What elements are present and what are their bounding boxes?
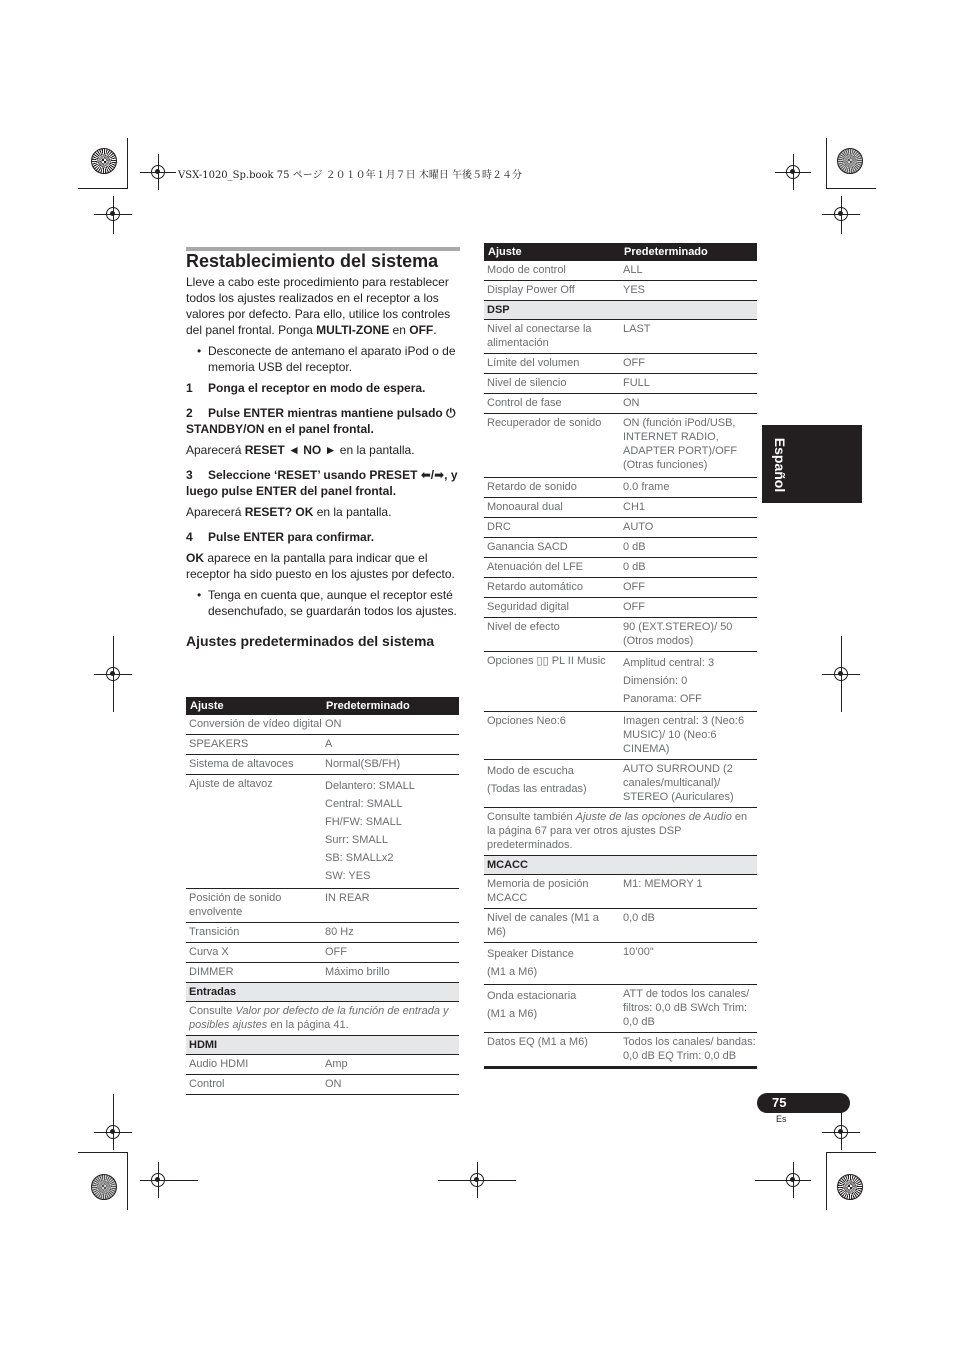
crosshair-circle — [786, 165, 800, 179]
table-row — [484, 598, 757, 618]
cell-setting: Retardo de sonido — [487, 481, 577, 493]
cell-setting: DIMMER — [189, 966, 234, 978]
table-row — [484, 354, 757, 374]
crosshair-line — [113, 1094, 114, 1150]
intro-paragraph — [186, 274, 462, 338]
cell-default: 90 (EXT.STEREO)/ 50 (Otros modos) — [623, 621, 733, 647]
table-row — [484, 1033, 757, 1066]
value-line: Central: SMALL — [325, 798, 403, 810]
cell-default: Todos los canales/ bandas: 0,0 dB EQ Trim: 0,0 dB — [623, 1036, 756, 1062]
value-line: Delantero: SMALL — [325, 780, 415, 792]
cell-setting: Monoaural dual — [487, 501, 563, 513]
result-text: Aparecerá — [186, 505, 245, 519]
result-bold: RESET ◄ NO ► — [244, 443, 337, 457]
cell-setting: Control de fase — [487, 397, 562, 409]
table-row — [186, 1055, 459, 1075]
table-row — [484, 712, 757, 760]
note-text: Consulte — [189, 1005, 236, 1017]
cell-default: ON — [325, 718, 342, 730]
intro-text: Lleve a cabo este procedimiento para restablecer todos los ajustes realizados en el receptor a los valores por defecto. Para ello, utilice los controles del panel frontal. Ponga — [186, 275, 451, 337]
cell-default: 0 dB — [623, 561, 646, 573]
value-line: SB: SMALLx2 — [325, 852, 394, 864]
result-bold: OK — [186, 551, 204, 565]
step-text: Seleccione ‘RESET’ usando PRESET ⬅/➡, y luego pulse ENTER del panel frontal. — [186, 468, 458, 498]
table-row — [484, 943, 757, 985]
cell-setting: Atenuación del LFE — [487, 561, 584, 573]
cell-setting — [484, 762, 620, 804]
table-end-rule — [484, 1066, 757, 1069]
value-line: Surr: SMALL — [325, 834, 388, 846]
table-row — [484, 985, 757, 1033]
step-4 — [186, 529, 462, 545]
crosshair-line — [755, 1180, 811, 1181]
table-row — [484, 498, 757, 518]
step-text: Pulse ENTER para confirmar. — [208, 530, 375, 544]
value-line: SW: YES — [325, 870, 371, 882]
cell-default: ON (función iPod/USB, INTERNET RADIO, ADAPTER PORT)/OFF (Otras funciones) — [623, 417, 738, 471]
cell-setting: Conversión de vídeo digital — [189, 718, 322, 730]
cell-default: 10’00" — [623, 946, 654, 958]
cell-setting — [484, 945, 620, 981]
cell-default: LAST — [623, 323, 651, 335]
color-rosette-bottom-left — [91, 1174, 117, 1200]
cell-setting: Nivel de silencio — [487, 377, 567, 389]
table-row — [186, 1075, 459, 1095]
cell-default: OFF — [623, 581, 645, 593]
trim-mark — [826, 1152, 876, 1153]
cell-default: IN REAR — [325, 892, 370, 904]
crosshair-circle — [470, 1173, 484, 1187]
cell-default: OFF — [325, 946, 347, 958]
crosshair-circle — [834, 667, 848, 681]
step-text: Pulse ENTER mientras mantiene pulsado ⏻ STANDBY/ON en el panel frontal. — [186, 406, 456, 436]
setting-line: (M1 a M6) — [487, 1008, 538, 1020]
trim-mark — [826, 188, 876, 189]
result-text: Aparecerá — [186, 443, 245, 457]
color-rosette-bottom-right — [837, 1174, 863, 1200]
column-header-setting: Ajuste — [488, 246, 522, 258]
cell-default: CH1 — [623, 501, 646, 513]
intro-text: . — [433, 323, 437, 337]
table-row — [484, 538, 757, 558]
value-line: Amplitud central: 3 — [623, 657, 715, 669]
crosshair-line — [140, 1180, 198, 1181]
page-language-code: Es — [776, 1114, 787, 1124]
cell-setting: Ajuste de altavoz — [189, 778, 273, 790]
result-bold: RESET? OK — [244, 505, 314, 519]
table-row — [186, 715, 459, 735]
table-section-mcacc: MCACC — [484, 856, 757, 875]
table-section-entradas: Entradas — [186, 983, 459, 1002]
cell-default: A — [325, 738, 333, 750]
table-row — [484, 394, 757, 414]
column-header-default: Predeterminado — [326, 700, 410, 712]
step-3-result — [186, 504, 462, 520]
cell-setting: Recuperador de sonido — [487, 417, 602, 429]
result-text: en la pantalla. — [336, 443, 415, 457]
cell-default: 80 Hz — [325, 926, 354, 938]
setting-line: Speaker Distance — [487, 948, 574, 960]
cell-default: 0,0 dB — [623, 912, 655, 924]
cell-default: Normal(SB/FH) — [325, 758, 401, 770]
step-2-result — [186, 442, 462, 458]
cell-setting: Memoria de posición MCACC — [487, 878, 589, 904]
cell-setting: Opciones Neo:6 — [487, 715, 566, 727]
trim-mark — [826, 138, 827, 188]
cell-default: M1: MEMORY 1 — [623, 878, 703, 890]
table-row — [484, 518, 757, 538]
left-column — [186, 274, 462, 655]
step-3 — [186, 467, 462, 499]
cell-default: 0 dB — [623, 541, 646, 553]
trim-mark — [127, 1152, 128, 1210]
language-tab-label: Español — [772, 437, 788, 493]
cell-setting: Nivel de canales (M1 a M6) — [487, 912, 599, 938]
cell-default: AUTO — [623, 521, 654, 533]
cell-setting: Nivel al conectarse la alimentación — [487, 323, 592, 349]
language-tab — [762, 425, 862, 503]
cell-default — [620, 654, 757, 708]
trim-mark — [826, 1152, 827, 1210]
table-row — [186, 775, 459, 889]
table-row — [484, 261, 757, 281]
table-row — [484, 558, 757, 578]
section-title: Restablecimiento del sistema — [186, 251, 439, 271]
table-note — [484, 808, 757, 856]
cell-default — [322, 777, 459, 885]
table-row — [484, 760, 757, 808]
cell-default: OFF — [623, 601, 645, 613]
table-row — [484, 578, 757, 598]
cell-default: 0.0 frame — [623, 481, 670, 493]
cell-default: OFF — [623, 357, 645, 369]
cell-setting: Datos EQ (M1 a M6) — [487, 1036, 588, 1048]
step-4-result — [186, 550, 462, 582]
cell-setting: Control — [189, 1078, 225, 1090]
cell-setting: Display Power Off — [487, 284, 575, 296]
note-text: Consulte también — [487, 811, 576, 823]
defaults-table-right — [484, 243, 757, 1069]
cell-default: Amp — [325, 1058, 348, 1070]
step-2 — [186, 405, 462, 437]
crosshair-circle — [106, 207, 120, 221]
value-line: FH/FW: SMALL — [325, 816, 402, 828]
trim-mark — [127, 138, 128, 188]
crosshair-circle — [786, 1173, 800, 1187]
cell-setting: DRC — [487, 521, 511, 533]
cell-setting: Audio HDMI — [189, 1058, 249, 1070]
setting-line: (Todas las entradas) — [487, 783, 587, 795]
cell-setting: Opciones ▯▯ PL II Music — [487, 655, 606, 667]
note-text: en la página 41. — [267, 1019, 349, 1031]
note-italic: Ajuste de las opciones de Audio — [575, 811, 732, 823]
table-row — [484, 281, 757, 301]
step-text: Ponga el receptor en modo de espera. — [208, 381, 426, 395]
cell-setting: SPEAKERS — [189, 738, 249, 750]
cell-default: AUTO SURROUND (2 canales/multicanal)/ STEREO (Auriculares) — [623, 763, 734, 803]
table-row — [186, 923, 459, 943]
table-row — [484, 652, 757, 712]
table-row — [186, 889, 459, 923]
cell-default: ATT de todos los canales/ filtros: 0,0 dB SWch Trim: 0,0 dB — [623, 988, 750, 1028]
crosshair-circle — [151, 1173, 165, 1187]
intro-bold: OFF — [409, 323, 434, 337]
cell-setting: Curva X — [189, 946, 229, 958]
value-line: Dimensión: 0 — [623, 675, 688, 687]
cell-setting: Posición de sonido envolvente — [189, 892, 282, 918]
cell-setting: Límite del volumen — [487, 357, 580, 369]
intro-bold: MULTI-ZONE — [316, 323, 390, 337]
result-text: aparece en la pantalla para indicar que el receptor ha sido puesto en los ajustes por defecto. — [186, 551, 455, 581]
table-section-dsp: DSP — [484, 301, 757, 320]
cell-default: Máximo brillo — [325, 966, 390, 978]
step-1 — [186, 380, 462, 396]
trim-mark — [78, 1152, 128, 1153]
cell-setting: Modo de control — [487, 264, 566, 276]
step-number: 2 — [186, 406, 193, 420]
setting-line: Onda estacionaria — [487, 990, 577, 1002]
column-header-default: Predeterminado — [624, 246, 708, 258]
setting-line: Modo de escucha — [487, 765, 574, 777]
cell-default: ON — [325, 1078, 342, 1090]
intro-text: en — [389, 323, 410, 337]
note-italic: Valor por defecto de la función de entrada y posibles ajustes — [189, 1005, 449, 1031]
cell-default: ON — [623, 397, 640, 409]
step-number: 1 — [186, 381, 193, 395]
column-header-setting: Ajuste — [190, 700, 224, 712]
color-rosette-top-right — [837, 148, 863, 174]
cell-default: YES — [623, 284, 646, 296]
page-number-badge: 75 — [757, 1093, 850, 1113]
crosshair-circle — [151, 165, 165, 179]
result-text: en la pantalla. — [313, 505, 392, 519]
trim-mark — [78, 188, 128, 189]
print-header-line: VSX-1020_Sp.book 75 ページ ２０１０年１月７日 木曜日 午後５時２４分 — [178, 170, 523, 181]
cell-setting: Transición — [189, 926, 240, 938]
value-line: Panorama: OFF — [623, 693, 702, 705]
table-row — [484, 618, 757, 652]
crosshair-circle — [106, 667, 120, 681]
table-row — [186, 735, 459, 755]
table-header — [186, 697, 459, 715]
cell-setting: Nivel de efecto — [487, 621, 560, 633]
table-row — [186, 963, 459, 983]
table-row — [484, 909, 757, 943]
crosshair-circle — [106, 1125, 120, 1139]
cell-default: ALL — [623, 264, 643, 276]
cell-setting — [484, 987, 620, 1029]
table-header — [484, 243, 757, 261]
bullet-unplugged: • Tenga en cuenta que, aunque el receptor esté desenchufado, se guardarán todos los ajustes. — [186, 587, 462, 619]
cell-setting: Ganancia SACD — [487, 541, 568, 553]
bullet-ipod: • Desconecte de antemano el aparato iPod o de memoria USB del receptor. — [186, 343, 462, 375]
cell-default: Imagen central: 3 (Neo:6 MUSIC)/ 10 (Neo:6 CINEMA) — [623, 715, 745, 755]
table-row — [484, 374, 757, 394]
crosshair-circle — [834, 207, 848, 221]
cell-setting: Retardo automático — [487, 581, 583, 593]
subsection-title: Ajustes predeterminados del sistema — [186, 633, 435, 649]
table-row — [186, 755, 459, 775]
cell-setting: Sistema de altavoces — [189, 758, 294, 770]
step-number: 3 — [186, 468, 193, 482]
step-number: 4 — [186, 530, 193, 544]
color-rosette-top-left — [91, 148, 117, 174]
table-row — [484, 414, 757, 478]
table-row — [484, 478, 757, 498]
cell-default: FULL — [623, 377, 650, 389]
table-note — [186, 1002, 459, 1036]
cell-setting: Seguridad digital — [487, 601, 569, 613]
table-section-hdmi: HDMI — [186, 1036, 459, 1055]
table-row — [484, 320, 757, 354]
crosshair-circle — [834, 1125, 848, 1139]
defaults-table-left — [186, 697, 459, 1095]
table-row — [186, 943, 459, 963]
table-row — [484, 875, 757, 909]
note-text: en la página 67 para ver otros ajustes DSP predeterminados. — [487, 811, 748, 851]
setting-line: (M1 a M6) — [487, 966, 538, 978]
